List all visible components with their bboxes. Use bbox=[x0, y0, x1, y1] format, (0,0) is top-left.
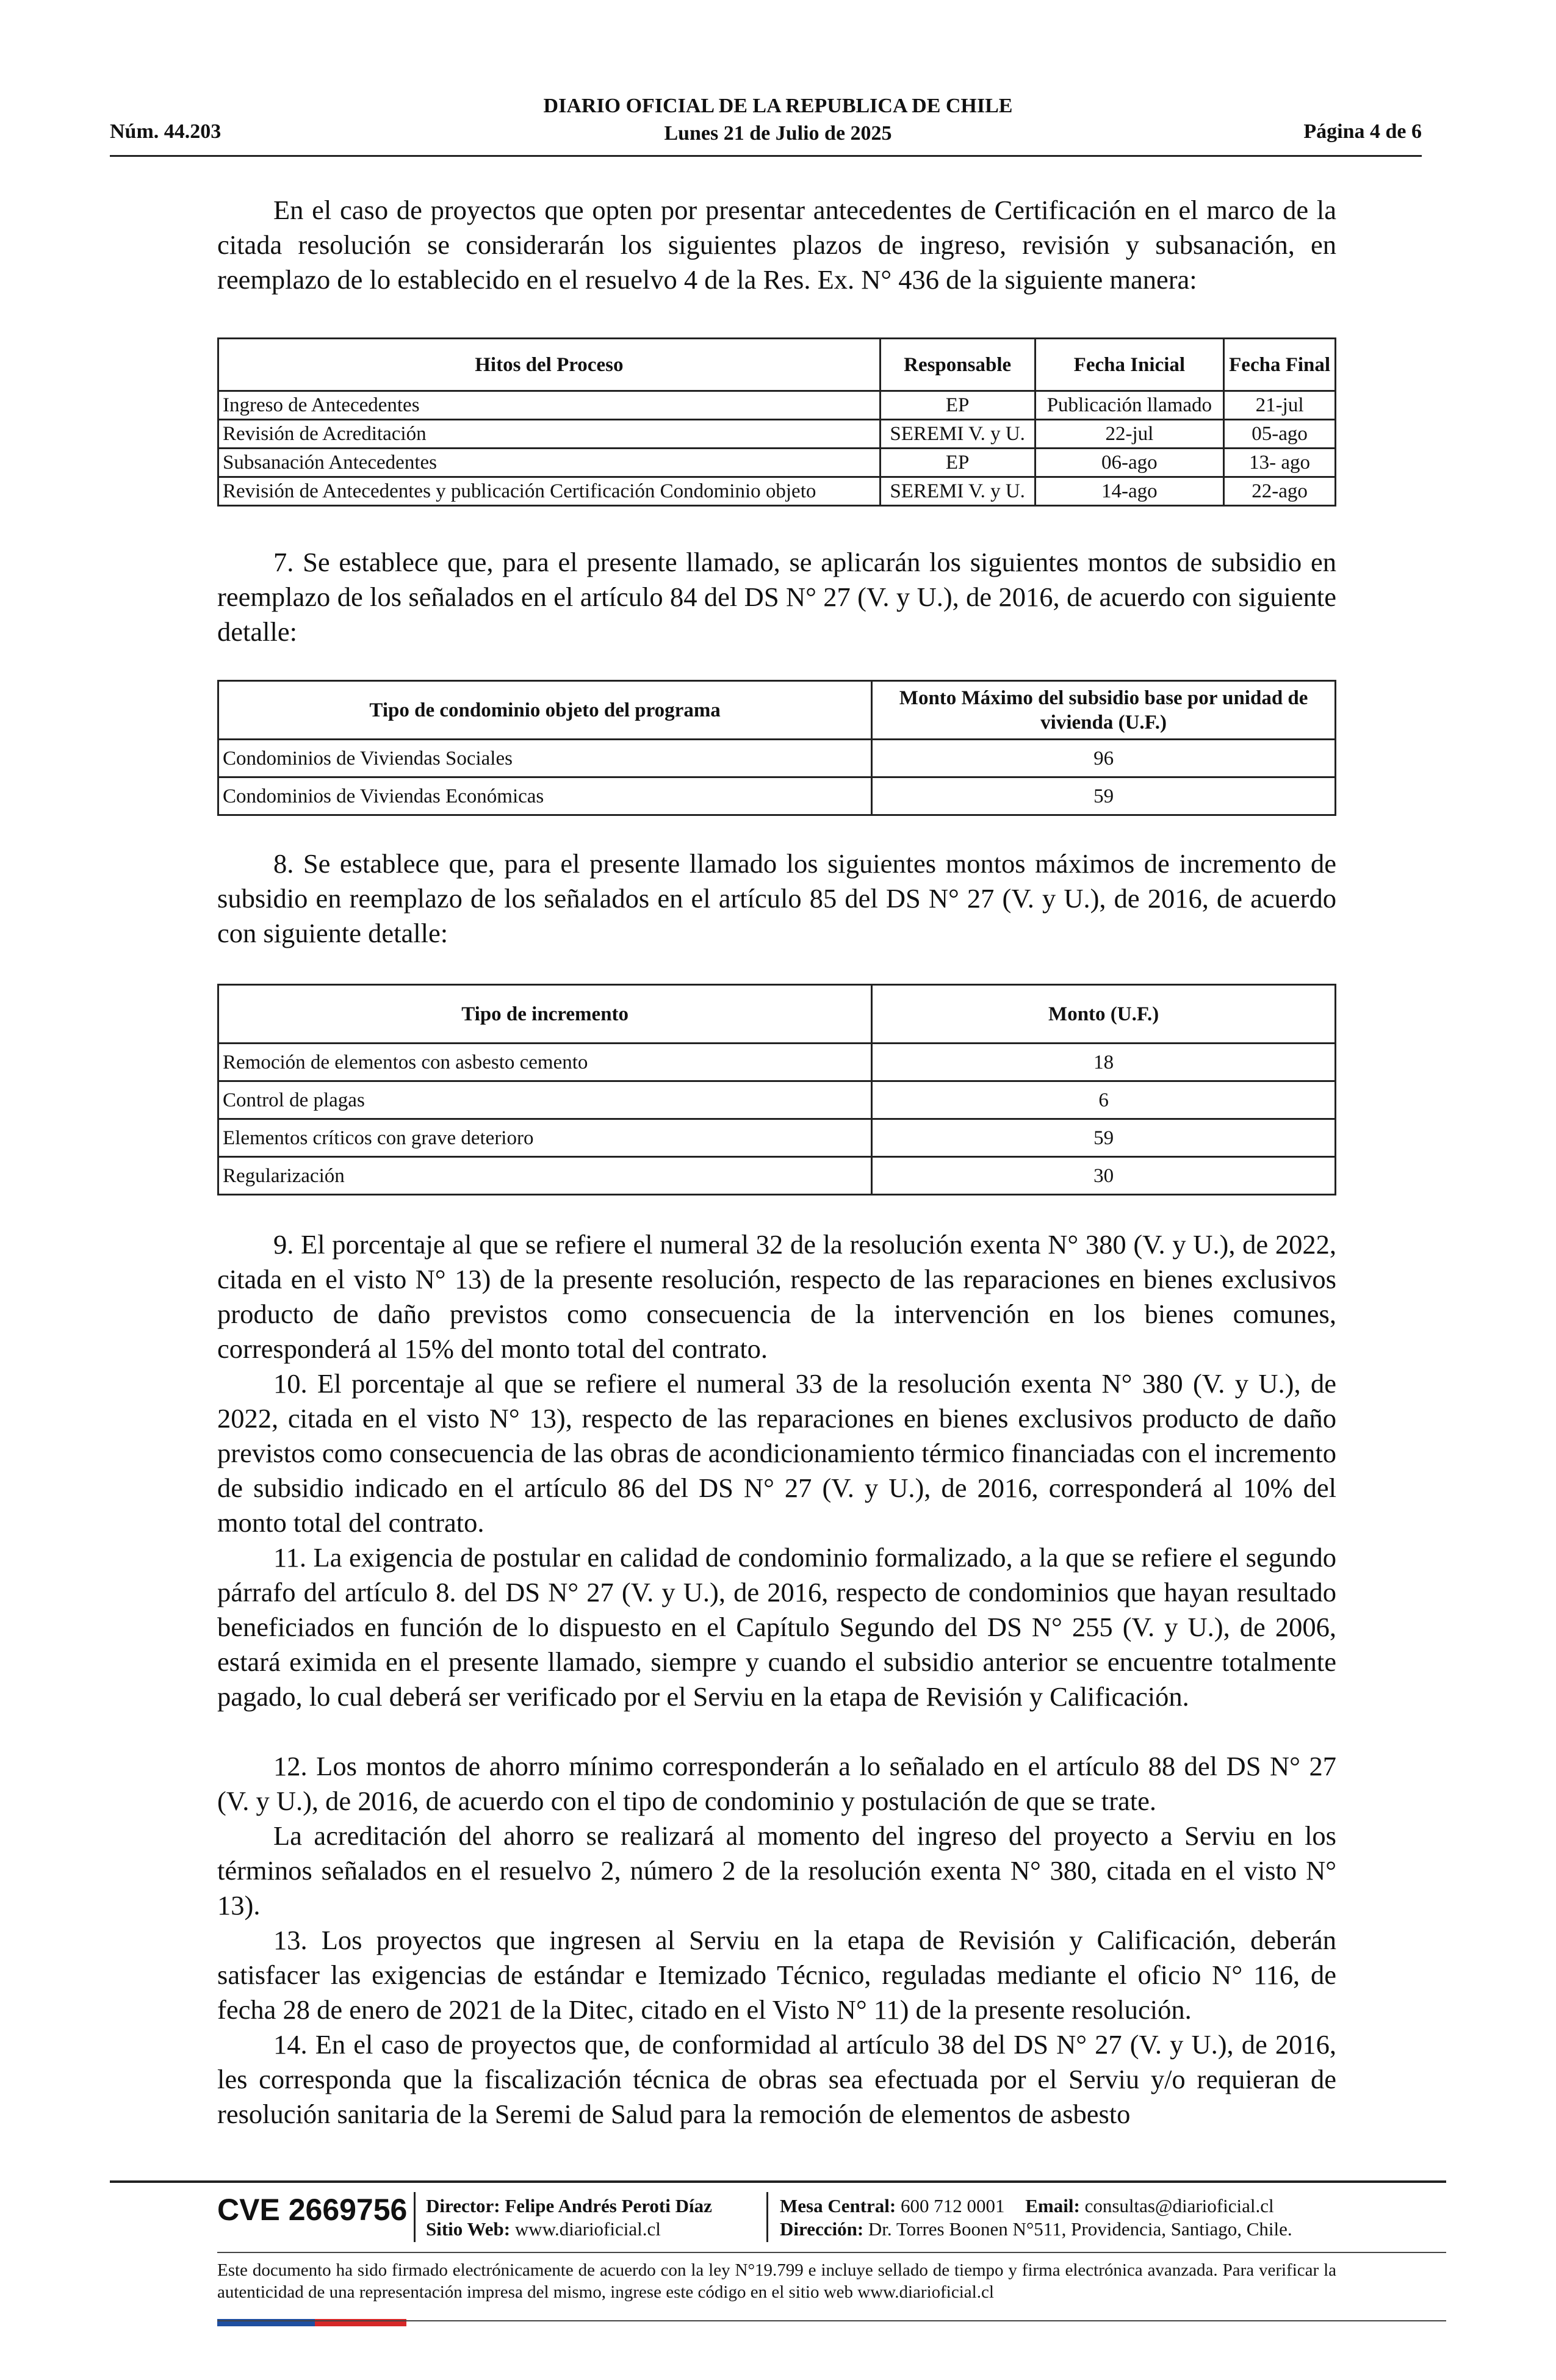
paragraph-7: 7. Se establece que, para el presente llamado, se aplicarán los siguientes montos de subsidio en reemplazo de los señalados en el artículo 84 del DS N° 27 (V. y U.), de 2016, de acuerdo con siguiente detalle: bbox=[217, 547, 1336, 647]
table-cell: Control de plagas bbox=[218, 1081, 872, 1119]
footer-divider bbox=[110, 2180, 1446, 2183]
table-row bbox=[218, 740, 1336, 777]
table-cell: Revisión de Antecedentes y publicación Certificación Condominio objeto bbox=[218, 477, 881, 506]
director-line bbox=[426, 2194, 712, 2218]
address-text: Dr. Torres Boonen N°511, Providencia, Santiago, Chile. bbox=[868, 2218, 1292, 2240]
table-cell: SEREMI V. y U. bbox=[880, 477, 1035, 506]
table-cell: Regularización bbox=[218, 1157, 872, 1195]
table-cell: Subsanación Antecedentes bbox=[218, 449, 881, 477]
table-row bbox=[218, 777, 1336, 815]
paragraph-12-savings: La acreditación del ahorro se realizará al momento del ingreso del proyecto a Serviu en los términos señalados en el resuelvo 2, número 2 de la resolución exenta N° 380, citada en el visto N° 13). bbox=[217, 1820, 1336, 1920]
column-header: Tipo de condominio objeto del programa bbox=[218, 681, 872, 740]
address-label: Dirección: bbox=[780, 2218, 864, 2240]
paragraph-14: 14. En el caso de proyectos que, de conformidad al artículo 38 del DS N° 27 (V. y U.), de 2016, les corresponda que la fiscalización técnica de obras sea efectuada por el Serviu y/o requieran de resolución sanitaria de la Seremi de Salud para la remoción de elementos de asbesto bbox=[217, 2029, 1336, 2129]
website-link[interactable]: www.diarioficial.cl bbox=[514, 2218, 661, 2240]
table-row bbox=[218, 449, 1336, 477]
table-row bbox=[218, 477, 1336, 506]
table-cell: 18 bbox=[872, 1044, 1336, 1081]
header-divider bbox=[110, 155, 1422, 157]
table-cell: 05-ago bbox=[1224, 420, 1336, 449]
table-cell: 14-ago bbox=[1035, 477, 1224, 506]
publication-title: DIARIO OFICIAL DE LA REPUBLICA DE CHILE bbox=[543, 95, 1013, 117]
publication-date: Lunes 21 de Julio de 2025 bbox=[664, 122, 892, 145]
table-cell: Ingreso de Antecedentes bbox=[218, 391, 881, 420]
director-label: Director: bbox=[426, 2195, 500, 2216]
paragraph-10: 10. El porcentaje al que se refiere el numeral 33 de la resolución exenta N° 380 (V. y U.), de 2022, citada en el visto N° 13), respecto de las reparaciones en bienes exclusivos producto de daño previstos como consecuencia de las obras de acondicionamiento térmico financiadas con el incremento de subsidio indicado en el artículo 86 del DS N° 27 (V. y U.), de 2016, corresponderá al 10% del monto total del contrato. bbox=[217, 1368, 1336, 1538]
address-line bbox=[780, 2218, 1292, 2241]
table-cell: EP bbox=[880, 449, 1035, 477]
footer-separator bbox=[414, 2192, 416, 2242]
website-line bbox=[426, 2218, 661, 2241]
legal-notice: Este documento ha sido firmado electrónicamente de acuerdo con la ley N°19.799 e incluye sellado de tiempo y firma electrónica avanzada. Para verificar la autenticidad de una representación impresa del mismo, ingrese este código en el sitio web www.diarioficial.cl bbox=[217, 2260, 1336, 2302]
table-header-row bbox=[218, 985, 1336, 1044]
footer-bottom-rule bbox=[217, 2320, 1446, 2321]
page-number: Página 4 de 6 bbox=[1303, 120, 1422, 143]
website-label: Sitio Web: bbox=[426, 2218, 511, 2240]
email-link[interactable]: consultas@diarioficial.cl bbox=[1084, 2195, 1274, 2216]
paragraph-12: 12. Los montos de ahorro mínimo corresponderán a lo señalado en el artículo 88 del DS N° 27 (V. y U.), de 2016, de acuerdo con el tipo de condominio y postulación de que se trate. bbox=[217, 1751, 1336, 1816]
column-header: Fecha Inicial bbox=[1035, 339, 1224, 391]
table-cell: 22-jul bbox=[1035, 420, 1224, 449]
table-cell: Revisión de Acreditación bbox=[218, 420, 881, 449]
cve-code: CVE 2669756 bbox=[217, 2193, 408, 2227]
issue-number: Núm. 44.203 bbox=[110, 120, 222, 143]
increment-table bbox=[217, 984, 1336, 1195]
table-cell: 30 bbox=[872, 1157, 1336, 1195]
phone-number: 600 712 0001 bbox=[901, 2195, 1005, 2216]
table-row bbox=[218, 1157, 1336, 1195]
table-cell: 6 bbox=[872, 1081, 1336, 1119]
table-cell: Publicación llamado bbox=[1035, 391, 1224, 420]
table-row bbox=[218, 1044, 1336, 1081]
contact-line bbox=[780, 2194, 1274, 2218]
schedule-table bbox=[217, 337, 1336, 507]
table-cell: SEREMI V. y U. bbox=[880, 420, 1035, 449]
table-cell: 59 bbox=[872, 777, 1336, 815]
paragraph-9: 9. El porcentaje al que se refiere el numeral 32 de la resolución exenta N° 380 (V. y U.), de 2022, citada en el visto N° 13) de la presente resolución, respecto de las reparaciones en bienes exclusivos producto de daño previstos como consecuencia de la intervención en los bienes comunes, corresponderá al 15% del monto total del contrato. bbox=[217, 1229, 1336, 1364]
email-label: Email: bbox=[1025, 2195, 1080, 2216]
table-row bbox=[218, 391, 1336, 420]
paragraph-8: 8. Se establece que, para el presente llamado los siguientes montos máximos de incremento de subsidio en reemplazo de los señalados en el artículo 85 del DS N° 27 (V. y U.), de 2016, de acuerdo con siguiente detalle: bbox=[217, 848, 1336, 948]
column-header: Monto (U.F.) bbox=[872, 985, 1336, 1044]
table-cell: Condominios de Viviendas Sociales bbox=[218, 740, 872, 777]
table-cell: 06-ago bbox=[1035, 449, 1224, 477]
table-cell: 13- ago bbox=[1224, 449, 1336, 477]
subsidy-table bbox=[217, 680, 1336, 816]
table-cell: 59 bbox=[872, 1119, 1336, 1157]
table-row bbox=[218, 1119, 1336, 1157]
footer-divider bbox=[217, 2252, 1446, 2253]
intro-paragraph: En el caso de proyectos que opten por presentar antecedentes de Certificación en el marco de la citada resolución se considerarán los siguientes plazos de ingreso, revisión y subsanación, en reemplazo de lo establecido en el resuelvo 4 de la Res. Ex. N° 436 de la siguiente manera: bbox=[217, 195, 1336, 295]
table-cell: Elementos críticos con grave deterioro bbox=[218, 1119, 872, 1157]
column-header: Monto Máximo del subsidio base por unidad de vivienda (U.F.) bbox=[872, 681, 1336, 740]
table-cell: 21-jul bbox=[1224, 391, 1336, 420]
director-name: Felipe Andrés Peroti Díaz bbox=[505, 2195, 712, 2216]
column-header: Fecha Final bbox=[1224, 339, 1336, 391]
table-cell: Remoción de elementos con asbesto cemento bbox=[218, 1044, 872, 1081]
table-cell: EP bbox=[880, 391, 1035, 420]
phone-label: Mesa Central: bbox=[780, 2195, 896, 2216]
paragraph-11: 11. La exigencia de postular en calidad de condominio formalizado, a la que se refiere el segundo párrafo del artículo 8. del DS N° 27 (V. y U.), de 2016, respecto de condominios que hayan resultado beneficiados en función de lo dispuesto en el Capítulo Segundo del DS N° 255 (V. y U.), de 2006, estará eximida en el presente llamado, siempre y cuando el subsidio anterior se encuentre totalmente pagado, lo cual deberá ser verificado por el Serviu en la etapa de Revisión y Calificación. bbox=[217, 1542, 1336, 1712]
column-header: Hitos del Proceso bbox=[218, 339, 881, 391]
paragraph-13: 13. Los proyectos que ingresen al Serviu en la etapa de Revisión y Calificación, deberán satisfacer las exigencias de estándar e Itemizado Técnico, reguladas mediante el oficio N° 116, de fecha 28 de enero de 2021 de la Ditec, citado en el Visto N° 11) de la presente resolución. bbox=[217, 1925, 1336, 2025]
table-cell: Condominios de Viviendas Económicas bbox=[218, 777, 872, 815]
column-header: Tipo de incremento bbox=[218, 985, 872, 1044]
table-row bbox=[218, 1081, 1336, 1119]
column-header: Responsable bbox=[880, 339, 1035, 391]
table-cell: 96 bbox=[872, 740, 1336, 777]
table-header-row bbox=[218, 681, 1336, 740]
table-cell: 22-ago bbox=[1224, 477, 1336, 506]
table-row bbox=[218, 420, 1336, 449]
footer-separator bbox=[766, 2192, 768, 2242]
table-header-row bbox=[218, 339, 1336, 391]
